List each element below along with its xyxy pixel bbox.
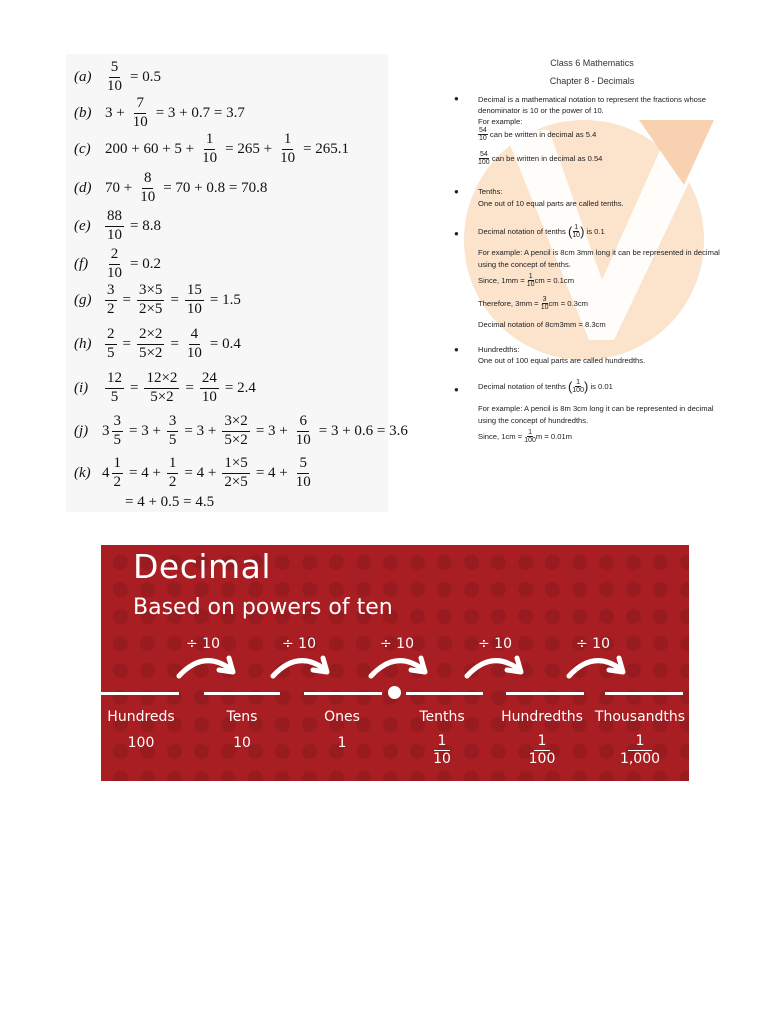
place-name-tens: Tens — [226, 709, 258, 725]
item-label: (a) — [74, 68, 92, 85]
fraction: $\frac{3\times 5}{2\times 5}$ — [138, 282, 163, 317]
item-label: (h) — [74, 335, 92, 352]
hundredths-title: Hundredths: — [478, 345, 520, 354]
hundredths-example-line-1: For example: A pencil is 8m 3cm long it can be represented in decimal — [478, 404, 714, 413]
result: = 8.8 — [130, 217, 161, 234]
solution-d — [66, 171, 270, 206]
bullet-dot: ● — [454, 385, 459, 394]
place-name-hundreds: Hundreds — [107, 709, 175, 725]
fraction: $\frac{12}{5}$ — [107, 370, 122, 405]
equals: = — [170, 335, 179, 352]
solution-f — [66, 247, 164, 282]
result: = 70 + 0.8 = 70.8 — [163, 179, 268, 196]
term: = 4 + — [129, 464, 161, 481]
item-label: (f) — [74, 255, 89, 272]
example-label: For example: — [478, 117, 523, 126]
fraction: $\frac{15}{10}$ — [186, 282, 202, 317]
fraction: $\frac{8}{10}$ — [140, 170, 156, 205]
place-value-thousandths: 1 1,000 — [619, 733, 661, 768]
item-label: (g) — [74, 291, 92, 308]
hundredths-example-line-2: using the concept of hundredths. — [478, 416, 589, 425]
hundredths-notation: Decimal notation of tenths ( $\frac{1}{100}$ ) is 0.01 — [478, 379, 613, 395]
item-label: (d) — [74, 179, 92, 196]
place-name-hundredths: Hundredths — [501, 709, 583, 725]
fraction: $\frac{4}{10}$ — [186, 326, 202, 361]
equals: = — [170, 291, 179, 308]
fraction: $\frac{3}{5}$ — [113, 413, 121, 448]
divide-by-ten-label: ÷ 10 — [478, 636, 512, 652]
example-2: $\frac{54}{100}$ can be written in decimal as 0.54 — [478, 151, 603, 167]
fraction: $\frac{3}{5}$ — [168, 413, 177, 448]
result: = 2.4 — [224, 379, 256, 396]
divide-by-ten-label: ÷ 10 — [380, 636, 414, 652]
result: = 3 + 0.7 = 3.7 — [155, 104, 245, 121]
tenths-since: Since, 1mm = $\frac{1}{10}$ cm = 0.1cm — [478, 273, 575, 289]
item-label: (j) — [74, 422, 89, 439]
fraction: $\frac{3}{2}$ — [107, 282, 115, 317]
result: = 265.1 — [303, 140, 350, 157]
definition-line-1: Decimal is a mathematical notation to represent the fractions whose — [478, 95, 706, 104]
fraction: $\frac{6}{10}$ — [295, 413, 311, 448]
solution-g — [66, 283, 244, 318]
notes-class-header: Class 6 Mathematics — [550, 58, 634, 68]
example-1: $\frac{54}{10}$ can be written in decimal as 5.4 — [479, 127, 597, 143]
fraction: $\frac{1}{2}$ — [168, 455, 177, 490]
equals: = — [122, 291, 131, 308]
equals: = — [122, 335, 131, 352]
curved-arrow-icon — [461, 650, 529, 682]
equals: = — [185, 379, 194, 396]
place-name-ones: Ones — [324, 709, 360, 725]
tenths-example-line-1: For example: A pencil is 8cm 3mm long it can be represented in decimal — [478, 248, 720, 257]
solution-a — [66, 60, 164, 95]
fraction: $\frac{5}{10}$ — [295, 455, 311, 490]
place-line-tens — [204, 692, 280, 695]
result: = 0.2 — [130, 255, 161, 272]
bullet-dot: ● — [454, 187, 459, 196]
fraction: $\frac{3}{10}$ — [540, 296, 549, 312]
equals: = — [130, 379, 139, 396]
fraction: $\frac{1}{10}$ — [572, 224, 581, 240]
fraction: $\frac{7}{10}$ — [132, 95, 148, 130]
term: = 4 + — [255, 464, 288, 481]
curved-arrow-icon — [365, 650, 433, 682]
decimal-point — [388, 686, 401, 699]
term: = 4 + — [184, 464, 217, 481]
divide-by-ten-label: ÷ 10 — [282, 636, 316, 652]
result: = 3 + 0.6 = 3.6 — [318, 422, 408, 439]
curved-arrow-icon — [173, 650, 241, 682]
tenths-title: Tenths: — [478, 187, 503, 196]
result: = 4 + 0.5 = 4.5 — [125, 494, 215, 510]
fraction: $\frac{1\times 5}{2\times 5}$ — [224, 455, 248, 490]
curved-arrow-icon — [267, 650, 335, 682]
solution-j — [66, 414, 411, 449]
result: = 1.5 — [209, 291, 241, 308]
place-line-thousandths — [605, 692, 683, 695]
item-label: (k) — [74, 464, 91, 481]
divide-by-ten-label: ÷ 10 — [186, 636, 220, 652]
fraction: $\frac{12\times 2}{5\times 2}$ — [146, 370, 178, 405]
solution-b — [66, 96, 248, 131]
tenths-therefore: Therefore, 3mm = $\frac{3}{10}$ cm = 0.3cm — [478, 296, 588, 312]
term: = 265 + — [225, 140, 273, 157]
place-line-ones — [304, 692, 382, 695]
place-line-hundredths — [506, 692, 584, 695]
place-line-hundreds — [101, 692, 179, 695]
item-label: (b) — [74, 104, 92, 121]
mixed-number: 3 $\frac{3}{5}$ — [102, 413, 121, 448]
place-value-tens: 10 — [233, 735, 251, 751]
fraction: $\frac{54}{100}$ — [478, 151, 490, 167]
tenths-final: Decimal notation of 8cm3mm = 8.3cm — [478, 320, 606, 329]
term: = 3 + — [129, 422, 161, 439]
notes-chapter-header: Chapter 8 - Decimals — [549, 76, 635, 86]
fraction: $\frac{1}{100}$ — [524, 429, 536, 445]
result: = 0.4 — [209, 335, 241, 352]
solution-k — [66, 456, 316, 491]
fraction: $\frac{5}{10}$ — [107, 59, 122, 94]
item-label: (c) — [74, 140, 91, 157]
fraction: $\frac{3\times 2}{5\times 2}$ — [224, 413, 248, 448]
fraction: $\frac{1}{10}$ — [526, 273, 535, 289]
bullet-dot: ● — [454, 229, 459, 238]
fraction: $\frac{2\times 2}{5\times 2}$ — [138, 326, 163, 361]
fraction: $\frac{24}{10}$ — [201, 370, 217, 405]
hundredths-definition: One out of 100 equal parts are called hundredths. — [478, 356, 646, 365]
place-name-tenths: Tenths — [419, 709, 465, 725]
place-value-hundredths: 1 100 — [528, 733, 556, 768]
term: 70 + — [105, 179, 133, 196]
place-value-ones: 1 — [337, 735, 347, 751]
divide-by-ten-label: ÷ 10 — [576, 636, 610, 652]
solution-i — [66, 371, 259, 406]
fraction: $\frac{88}{10}$ — [107, 208, 122, 243]
tenths-notation: Decimal notation of tenths ( $\frac{1}{10}$ ) is 0.1 — [478, 224, 605, 240]
item-label: (e) — [74, 217, 91, 234]
fraction: $\frac{1}{10}$ — [280, 131, 296, 166]
worked-solutions-panel — [66, 54, 408, 512]
fraction: $\frac{2}{5}$ — [107, 326, 115, 361]
fraction: $\frac{1}{2}$ — [113, 455, 121, 490]
solution-e — [66, 209, 164, 244]
curved-arrow-icon — [563, 650, 631, 682]
solution-h — [66, 327, 244, 362]
decimal-place-value-banner — [101, 545, 689, 781]
tenths-definition: One out of 10 equal parts are called tenths. — [478, 199, 624, 208]
banner-subtitle: Based on powers of ten — [133, 595, 393, 620]
solution-c — [66, 132, 352, 167]
banner-title: Decimal — [133, 547, 272, 586]
tenths-example-line-2: using the concept of tenths. — [478, 260, 571, 269]
solution-k-continued — [122, 494, 217, 511]
bullet-dot: ● — [454, 345, 459, 354]
result: = 0.5 — [130, 68, 161, 85]
term: = 3 + — [255, 422, 288, 439]
place-value-tenths: 1 10 — [433, 733, 451, 768]
place-name-thousandths: Thousandths — [594, 709, 686, 725]
term: 3 + — [105, 104, 125, 121]
mixed-number: 4 $\frac{1}{2}$ — [102, 455, 121, 490]
place-value-hundreds: 100 — [127, 735, 155, 751]
item-label: (i) — [74, 379, 89, 396]
bullet-dot: ● — [454, 94, 459, 103]
definition-line-2: denominator is 10 or the power of 10. — [478, 106, 604, 115]
decimals-notes-panel — [442, 54, 742, 462]
term: 200 + 60 + 5 + — [105, 140, 195, 157]
fraction: $\frac{1}{10}$ — [202, 131, 218, 166]
fraction: $\frac{54}{10}$ — [479, 127, 487, 143]
term: = 3 + — [184, 422, 217, 439]
hundredths-since: Since, 1cm = $\frac{1}{100}$ m = 0.01m — [478, 429, 573, 445]
fraction: $\frac{2}{10}$ — [107, 246, 122, 281]
fraction: $\frac{1}{100}$ — [572, 379, 584, 395]
place-line-tenths — [406, 692, 483, 695]
